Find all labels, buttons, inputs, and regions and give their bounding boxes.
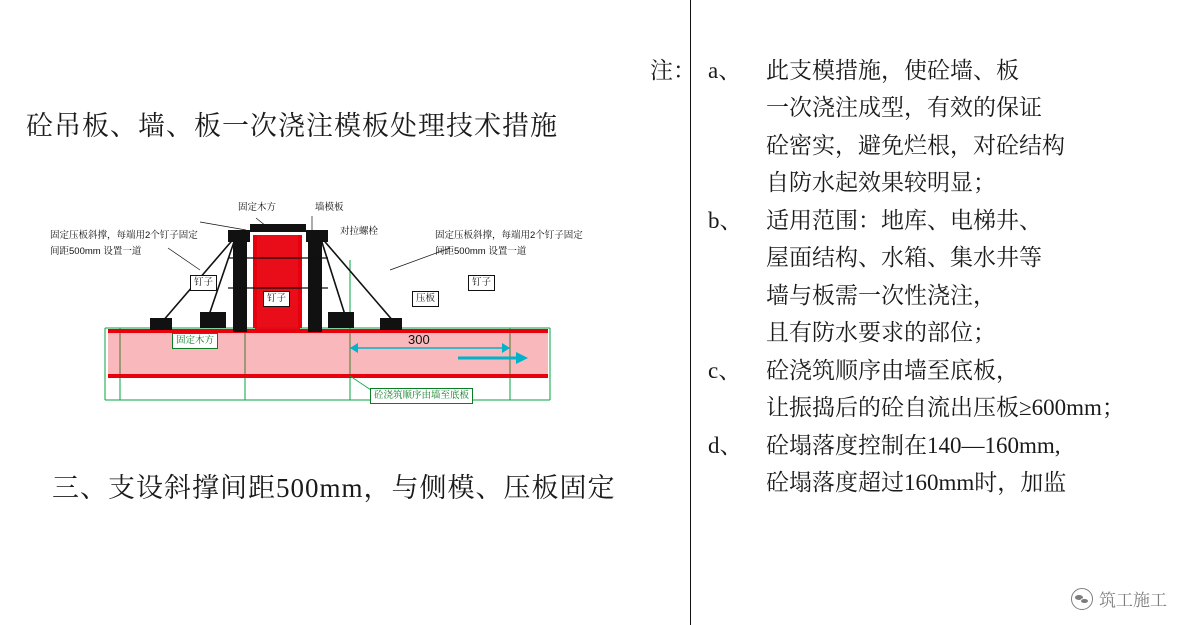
label-pour-order: 砼浇筑顺序由墙至底板	[370, 388, 473, 404]
note-marker-d: d、	[708, 432, 743, 458]
note-item	[650, 52, 1180, 202]
watermark-text: 筑工施工	[1099, 591, 1167, 610]
note-line: 此支模措施，使砼墙、板	[766, 58, 1019, 83]
concrete-wall-fill	[255, 235, 300, 331]
label-fixed-wood: 固定木方	[238, 202, 277, 213]
note-line: 适用范围：地库、电梯井、	[766, 207, 1042, 233]
note-marker-c: c、	[708, 357, 742, 383]
note-item	[650, 427, 1180, 502]
page-title: 砼吊板、墙、板一次浇注模板处理技术措施	[26, 111, 558, 141]
label-nail-right: 钉子	[468, 275, 495, 291]
notes-heading-marker: 注：	[650, 58, 696, 83]
note-body-d	[766, 427, 1180, 502]
note-line: 自防水起效果较明显；	[766, 170, 996, 196]
notes-panel	[650, 52, 1180, 502]
label-nail-left-2: 钉子	[263, 291, 290, 307]
note-line: 砼密实，避免烂根，对砼结构	[766, 132, 1065, 158]
note-line: 砼塌落度控制在140—160mm,	[766, 432, 1061, 458]
label-right-brace-line1: 固定压板斜撑，每端用2个钉子固定	[435, 230, 583, 241]
note-line: 砼塌落度超过160mm时，加监	[766, 470, 1067, 496]
note-line: 屋面结构、水箱、集水井等	[766, 245, 1042, 271]
label-wall-form: 墙模板	[315, 202, 344, 213]
note-line: 且有防水要求的部位；	[766, 320, 996, 346]
note-line: 一次浇注成型，有效的保证	[766, 95, 1042, 121]
label-fixed-wood-green: 固定木方	[172, 333, 218, 349]
label-left-brace-line2: 间距500mm 设置一道	[50, 246, 142, 257]
bottom-note-text: 三、支设斜撑间距500mm，与侧模、压板固定	[52, 473, 616, 503]
note-body-b	[766, 202, 1180, 352]
label-dimension-300: 300	[408, 332, 430, 347]
note-line: 让振捣后的砼自流出压板≥600mm；	[766, 395, 1125, 421]
note-body-c	[766, 352, 1180, 427]
wechat-icon	[1071, 588, 1093, 610]
note-item	[650, 352, 1180, 427]
label-nail-left: 钉子	[190, 275, 217, 291]
label-left-brace-line1: 固定压板斜撑，每端用2个钉子固定	[50, 230, 198, 241]
label-tie-bolt: 对拉螺栓	[340, 226, 379, 237]
note-line: 墙与板需一次性浇注，	[766, 282, 996, 308]
construction-detail-diagram	[50, 200, 610, 420]
note-marker-b: b、	[708, 207, 743, 233]
watermark	[1071, 586, 1167, 611]
label-press-plate: 压板	[412, 291, 439, 307]
note-body-a	[766, 52, 1180, 202]
label-right-brace-line2: 间距500mm 设置一道	[435, 246, 527, 257]
note-item	[650, 202, 1180, 352]
note-line: 砼浇筑顺序由墙至底板，	[766, 357, 1019, 383]
note-marker-a: a、	[708, 58, 742, 83]
